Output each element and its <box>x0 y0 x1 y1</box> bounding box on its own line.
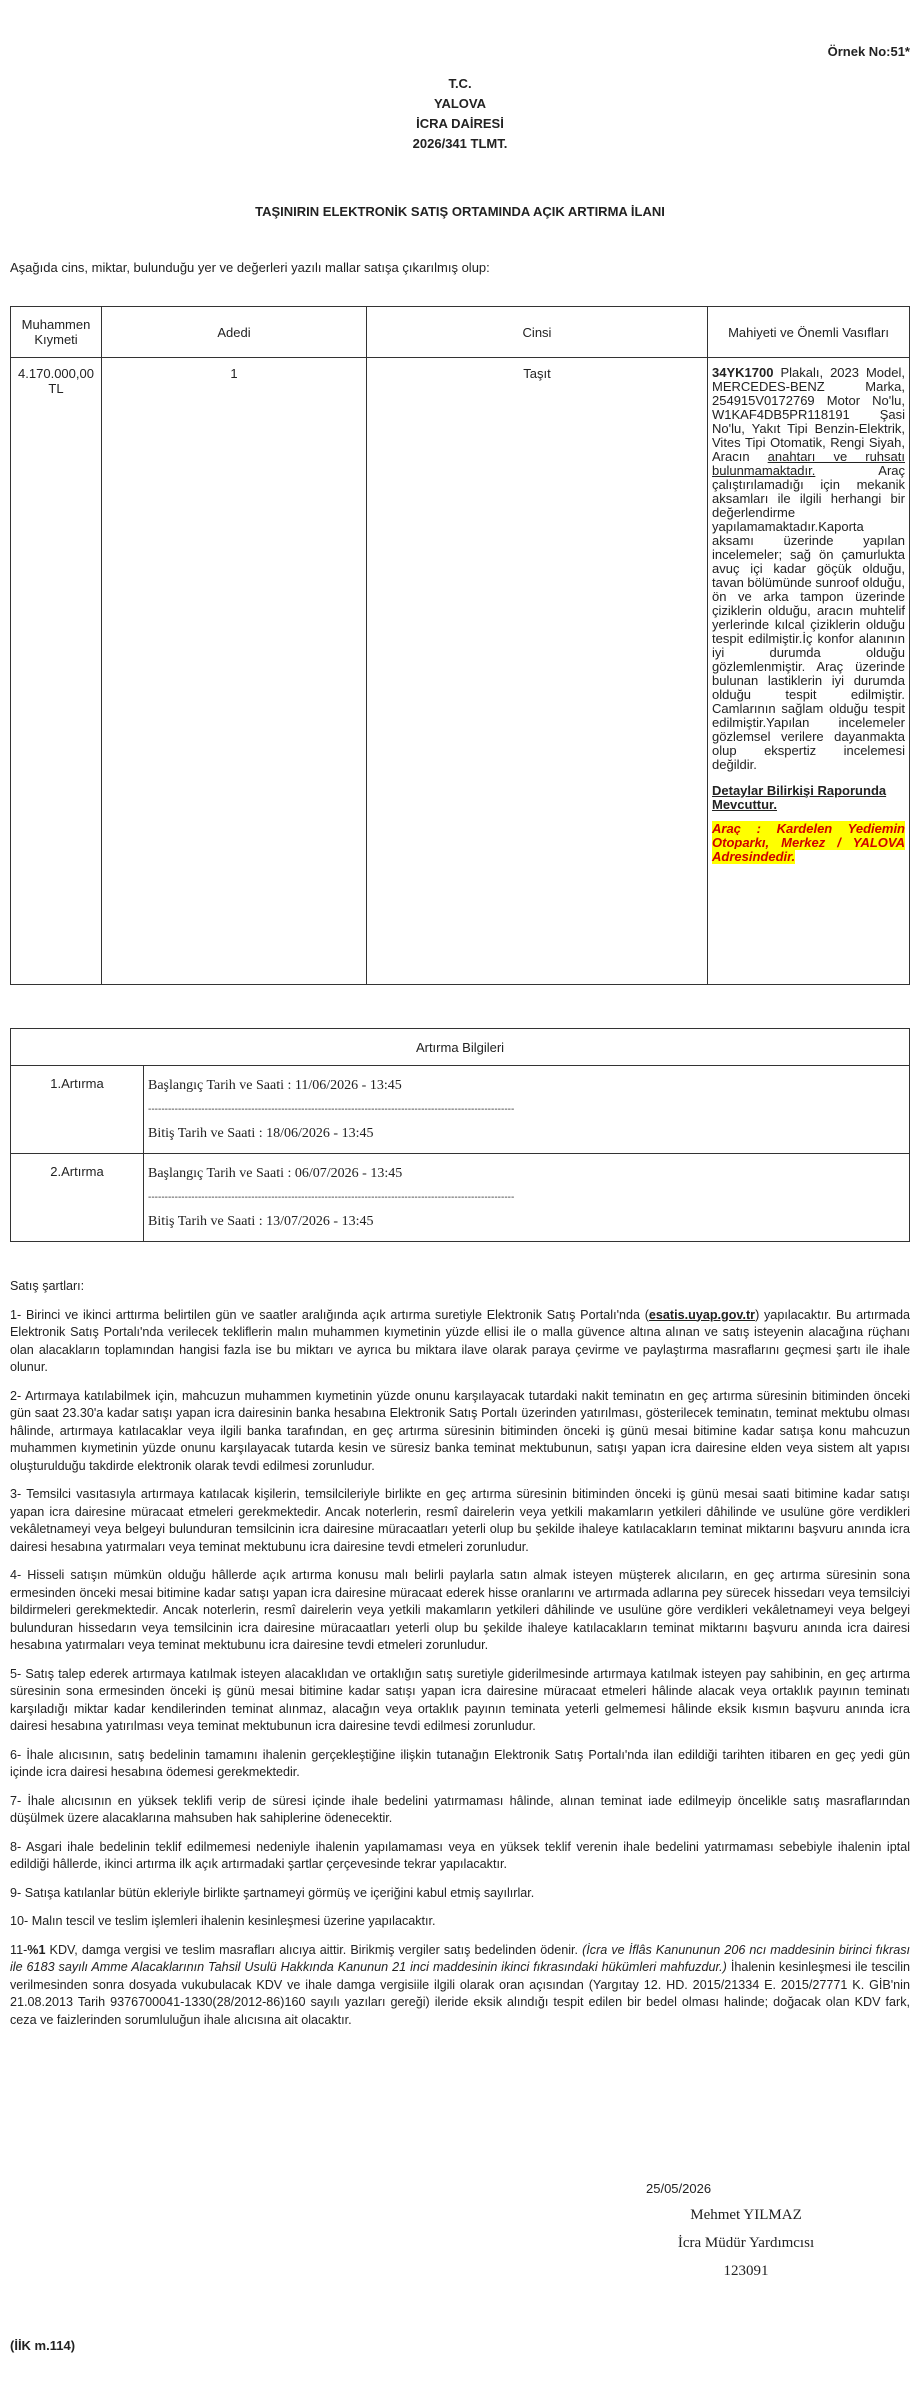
separator-1: -------------------------------------------------------------------------------------------------------------- <box>148 1103 515 1115</box>
condition-2: 2- Artırmaya katılabilmek için, mahcuzun muhammen kıymetinin yüzde onunu karşılayacak tutardaki nakit teminatın en geç artırma süresinin bitiminden önceki gün saat 23.30'a kadar satışı yapan icra dairesinin banka hesabına Elektronik Satış Portalı üzerinden yatırılması, gösterilecek teminatın, teminat mektubu olması hâlinde, artırmaya katılacaklar veya ilgili banka tarafından, en geç artırma süresinin bitiminden önceki iş günü mesai bitimine kadar satışa konu mahcuzun muhammen kıymetinin yüzde onunu karşılayacak tutarda kesin ve süresiz banka teminat mektubunun, satışı yapan icra dairesine elden veya sistem alt yapısı oluşturulduğu takdirde elektronik olarak tevdi edilmesi zorunludur. <box>10 1388 910 1473</box>
separator-2: -------------------------------------------------------------------------------------------------------------- <box>148 1191 515 1203</box>
kdv-rate: %1 <box>27 1942 46 1957</box>
header-file-number: 2026/341 TLMT. <box>412 136 508 151</box>
start-date-2: 06/07/2026 - 13:45 <box>294 1165 403 1181</box>
col-header-kiymet: Muhammen Kıymeti <box>11 307 102 358</box>
office-header <box>0 74 920 154</box>
intro-text: Aşağıda cins, miktar, bulunduğu yer ve değerleri yazılı mallar satışa çıkarılmış olup: <box>10 260 490 275</box>
esatis-link[interactable]: esatis.uyap.gov.tr <box>648 1307 756 1322</box>
auction-row-1 <box>11 1066 910 1154</box>
start-date-1: 11/06/2026 - 13:45 <box>294 1077 402 1093</box>
condition-7: 7- İhale alıcısının en yüksek teklifi verip de süresi içinde ihale bedelini yatırmaması hâlinde, alınan teminat iade edilmeyip öncelikle satış masraflarından düşülmek üzere alacaklarına mahsuben hak sahiplerine ödenecektir. <box>10 1793 910 1825</box>
end-date-1: 18/06/2026 - 13:45 <box>266 1125 374 1141</box>
conditions-title: Satış şartları: <box>10 1279 85 1293</box>
detail-note: Detaylar Bilirkişi Raporunda Mevcuttur. <box>712 783 887 812</box>
header-city: YALOVA <box>433 96 486 111</box>
form-code: (İİK m.114) <box>10 2338 76 2353</box>
condition-1-text-b: ) yapılacaktır. Bu artırmada Elektronik Satış Portalı'nda verilecek tekliflerin malın muhammen kıymetinin yüzde ellisi ile o malla güvence altına alınan ve satış isteyenin alacağına rüçhanı olan alacakların toplamından hangisi fazla ise bu miktarı ve ayrıca bu miktara ilave olarak paraya çevirme ve paylaştırma masraflarını geçmesi şartı ile ihale olunur. <box>10 1307 910 1374</box>
col-header-cins: Cinsi <box>367 307 708 358</box>
condition-1 <box>10 1307 910 1377</box>
auction-title: Artırma Bilgileri <box>11 1029 910 1066</box>
condition-6: 6- İhale alıcısının, satış bedelinin tamamını ihalenin gerçekleştiğine ilişkin tutanağın Elektronik Satış Portalı'nda ilan edildiği tarihten itibaren en geç yedi gün içinde icra dairesi hesabına ödemesi gerekmektedir. <box>10 1747 910 1779</box>
col-header-vasif: Mahiyeti ve Önemli Vasıfları <box>708 307 910 358</box>
end-label-1: Bitiş Tarih ve Saati : <box>148 1125 267 1141</box>
condition-10: 10- Malın tescil ve teslim işlemleri ihalenin kesinleşmesi üzerine yapılacaktır. <box>10 1914 436 1928</box>
ornek-number: Örnek No:51* <box>827 44 910 59</box>
auction-dates-2 <box>144 1154 910 1242</box>
location-highlight: Araç : Kardelen Yediemin Otoparkı, Merkez / YALOVA Adresindedir. <box>712 821 905 864</box>
cell-cins: Taşıt <box>367 358 708 985</box>
plate-number: 34YK1700 <box>712 365 774 380</box>
signer-sicil: 123091 <box>723 2263 769 2279</box>
condition-11-italic: (İcra ve İflâs Kanununun 206 ncı maddesinin birinci fıkrası ile 6183 sayılı Amme Alacaklarının Tahsil Usulü Hakkında Kanunun 21 inci maddesinin ikinci fıkrasındaki hükümleri mahfuzdur.) <box>10 1942 910 1974</box>
condition-11-text-b: İhalenin kesinleşmesi ile tescilin verilmesinden sonra dosyada vukubulacak KDV ve ihale damga vergisiile ilgili olarak oran açısından (Yargıtay 12. HD. 2015/21334 E. 2015/27771 K. GİB'nin 21.08.2013 Tarih 9376700041-1330(28/2012-86)160 sayılı yazıları gereği) ileride eksik alındığı tespit edilen bir bedel olması halinde; doğacak olan KDV fark, ceza ve faizlerinden sorumluluğun ihale alıcısına ait olacaktır. <box>10 1960 910 2027</box>
vasif-text-1: Plakalı, 2023 Model, MERCEDES-BENZ Marka, 254915V0172769 Motor No'lu, W1KAF4DB5PR118191 Şasi No'lu, Yakıt Tipi Benzin-Elektrik, Vites Tipi Otomatik, Rengi Siyah, Aracın <box>712 365 905 464</box>
auction-table-header <box>11 1029 910 1066</box>
end-label-2: Bitiş Tarih ve Saati : <box>148 1213 267 1229</box>
condition-11-text-a: KDV, damga vergisi ve teslim masrafları alıcıya aittir. Birikmiş vergiler satış bedelinden ödenir. <box>45 1942 583 1957</box>
table-row <box>11 358 910 985</box>
cell-vasif <box>708 358 910 985</box>
header-office: İCRA DAİRESİ <box>416 116 504 131</box>
start-label-1: Başlangıç Tarih ve Saati : <box>148 1077 295 1093</box>
condition-8: 8- Asgari ihale bedelinin teklif edilmemesi nedeniyle ihalenin yapılamaması veya en yüksek teklif verenin ihale bedelini yatırmaması sebebiyle ihalenin iptal edildiği hâllerde, ikinci artırma ilk açık artırmadaki şartlar çerçevesinde tekrar yapılacaktır. <box>10 1839 910 1871</box>
property-table <box>10 306 910 985</box>
condition-1-text-a: 1- Birinci ve ikinci arttırma belirtilen gün ve saatler aralığında açık artırma suretiyle Elektronik Satış Portalı'nda ( <box>10 1307 649 1322</box>
auction-row-2 <box>11 1154 910 1242</box>
vasif-text-2: Araç çalıştırılamadığı için mekanik aksamları ile ilgili herhangi bir değerlendirme yapılamamaktadır.Kaporta aksamı üzerinde yapılan incelemeler; sağ ön çamurlukta avuç içi kadar göçük olduğu, tavan bölümünde sunroof olduğu, ön ve arka tampon üzerinde çiziklerin olduğu, aracın muhtelif yerlerinde kılcal çiziklerin olduğu tespit edilmiştir.İç konfor alanının iyi durumda olduğu gözlemlenmiştir. Araç üzerinde bulunan lastiklerin iyi durumda olduğu tespit edilmiştir. Camlarının sağlam olduğu tespit edilmiştir.Yapılan incelemeler gözlemsel verilere dayanmakta olup ekspertiz incelemesi değildir. <box>712 463 905 772</box>
location-note <box>712 822 905 864</box>
auction-label-2: 2.Artırma <box>11 1154 144 1242</box>
condition-4: 4- Hisseli satışın mümkün olduğu hâllerde açık artırma konusu malı belirli paylarla satın almak isteyen müşterek alıcıların, en geç artırma süresinin sona ermesinden önceki mesai bitimine kadar satışı yapan icra dairesine müracaat ederek hisse oranlarını ve artırmada adlarına pey sürecek hissedarı veya temsilciyi bildirmeleri gerekmektedir. Ancak noterlerin, resmî dairelerin veya yetkili makamların yetkileri dâhilinde ve usulüne göre verdikleri vekâletnameyi veya belgeyi bulunduran hissedarın veya temsilcinin icra dairesine müracaatları yeterli olup bu şekilde ihaleye katılacakların teminat miktarını başvuru anında icra dairesi hesabına yatırmaları veya teminat mektubunu icra dairesine tevdi etmeleri zorunludur. <box>10 1568 910 1652</box>
announcement-title: TAŞINIRIN ELEKTRONİK SATIŞ ORTAMINDA AÇIK ARTIRMA İLANI <box>255 204 665 219</box>
auction-label-1: 1.Artırma <box>11 1066 144 1154</box>
vasif-underlined: anahtarı ve ruhsatı bulunmamaktadır. <box>712 449 905 478</box>
signer-name: Mehmet YILMAZ <box>690 2207 802 2223</box>
header-tc: T.C. <box>448 76 472 91</box>
col-header-adet: Adedi <box>102 307 367 358</box>
auction-dates-1 <box>144 1066 910 1154</box>
end-date-2: 13/07/2026 - 13:45 <box>266 1213 374 1229</box>
auction-table <box>10 1028 910 1242</box>
condition-3: 3- Temsilci vasıtasıyla artırmaya katılacak kişilerin, temsilcileriyle birlikte en geç artırma süresinin bitiminden önceki iş günü mesai saati bitimine kadar satışı yapan icra dairesine müracaat etmeleri gerekmektedir. Ancak noterlerin, resmî dairelerin veya yetkili makamların yetkileri dâhilinde ve usulüne göre verdikleri vekâletnameyi veya belgeyi bulunduran temsilcinin icra dairesine müracaatları yeterli olup bu şekilde ihaleye katılacakların teminat miktarını başvuru anında icra dairesi hesabına yatırmaları veya teminat mektubunu icra dairesine tevdi etmeleri zorunludur. <box>10 1487 910 1554</box>
signature-date: 25/05/2026 <box>646 2181 712 2196</box>
sale-conditions <box>10 1278 910 2040</box>
condition-9: 9- Satışa katılanlar bütün ekleriyle birlikte şartnameyi görmüş ve içeriğini kabul etmiş sayılırlar. <box>10 1885 535 1900</box>
condition-11-num: 11- <box>10 1942 28 1957</box>
cell-kiymet: 4.170.000,00 TL <box>11 358 102 985</box>
condition-11 <box>10 1942 910 2030</box>
cell-adet: 1 <box>102 358 367 985</box>
property-table-header <box>11 307 910 358</box>
start-label-2: Başlangıç Tarih ve Saati : <box>148 1165 295 1181</box>
signer-title: İcra Müdür Yardımcısı <box>677 2235 815 2251</box>
condition-5: 5- Satış talep ederek artırmaya katılmak isteyen alacaklıdan ve ortaklığın satış suretiyle giderilmesinde artırmaya katılmak isteyen pay sahibinin, en geç artırma süresinin sona ermesinden önceki iş günü mesai bitimine kadar satışı yapan icra dairesine müracaat etmeleri hâlinde alacak veya ortaklık payının teminatı karşıladığı miktar kadar kendilerinden teminat alınmaz, alacağın veya ortaklık payının teminata yeterli gelmemesi hâlinde eksik kısmın başvuru anında icra dairesi hesabına yatırılması veya teminat mektubunun icra dairesine tevdi edilmesi zorunludur. <box>10 1666 910 1733</box>
